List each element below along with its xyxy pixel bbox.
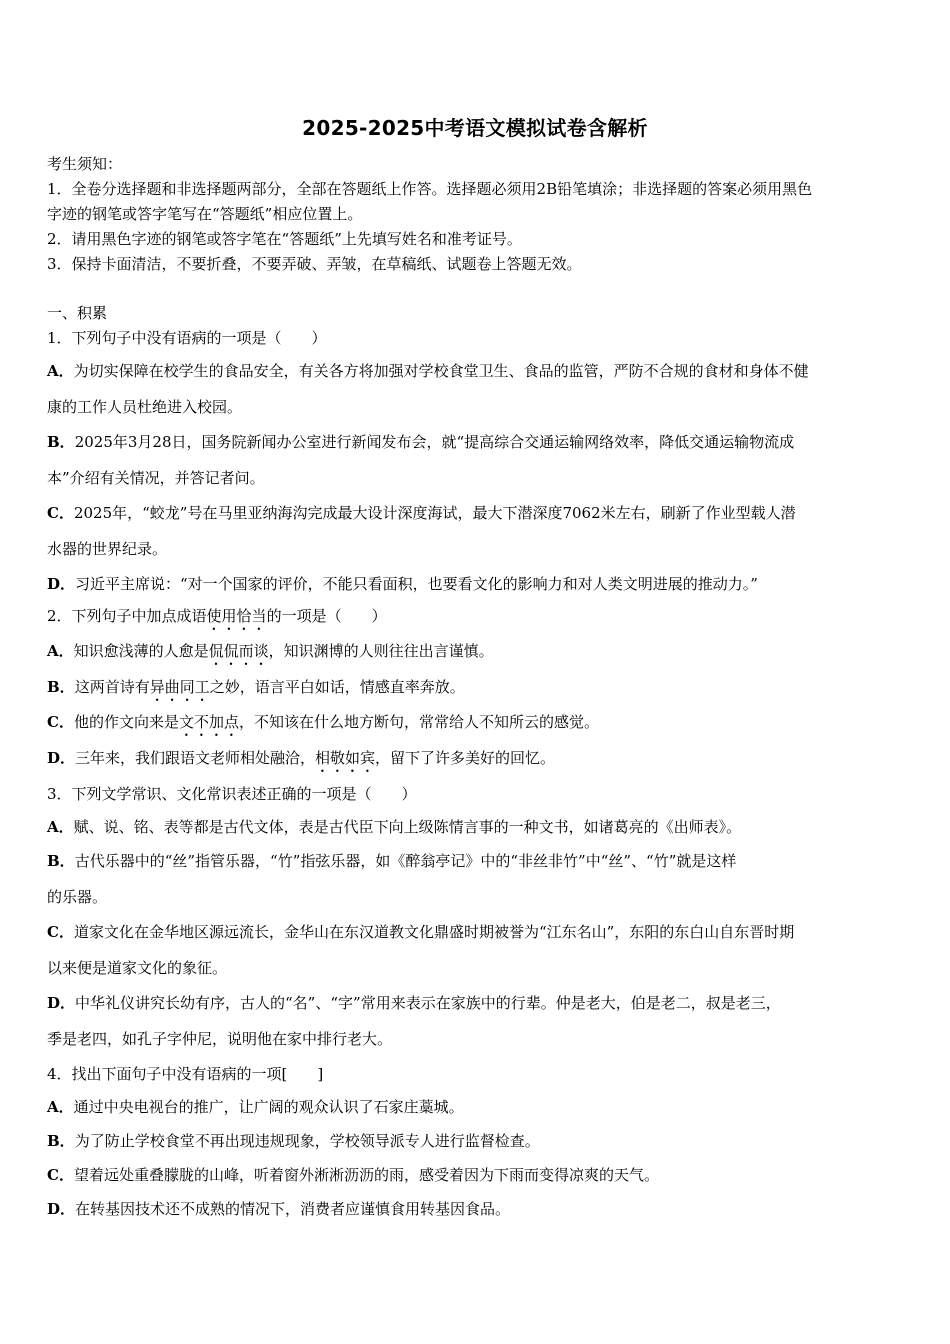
q1-option-a-cont: 康的工作人员杜绝进入校园。 — [47, 398, 243, 416]
option-label: A． — [47, 1098, 74, 1116]
notice-item-1: 1．全卷分选择题和非选择题两部分，全部在答题纸上作答。选择题必须用2B铅笔填涂；非选择题的答案必须用黑色 — [47, 180, 813, 198]
option-text: ，不知该在什么地方断句，常常给人不知所云的感觉。 — [238, 713, 599, 731]
page-title: 2025-2025中考语文模拟试卷含解析 — [302, 116, 648, 140]
option-text: 为切实保障在校学生的食品安全，有关各方将加强对学校食堂卫生、食品的监管，严防不合规的食材和身体不健 — [73, 362, 809, 380]
option-text: 古代乐器中的“丝”指管乐器，“竹”指弦乐器，如《醉翁亭记》中的“非丝非竹”中“丝”、“竹”就是这样 — [74, 852, 737, 870]
dotted-idiom: 侃侃而谈 — [208, 642, 269, 660]
q2-stem — [47, 606, 907, 634]
q1-option-a — [47, 361, 907, 381]
q2-stem-pre: 2．下列句子中加点成语 — [47, 607, 207, 625]
option-label: A． — [47, 818, 74, 836]
option-text: 他的作文向来是 — [73, 713, 179, 731]
option-label: B． — [47, 433, 75, 451]
q4-option-b — [47, 1131, 907, 1151]
option-text: 望着远处重叠朦胧的山峰，听着窗外淅淅沥沥的雨，感受着因为下雨而变得凉爽的天气。 — [73, 1166, 659, 1184]
q4-option-a — [47, 1097, 907, 1117]
dotted-idiom: 相敬如宾 — [315, 749, 376, 767]
q1-option-c — [47, 503, 907, 523]
option-label: D． — [47, 575, 76, 593]
q2-stem-emphasis: 使用恰当 — [206, 607, 267, 625]
option-text: 三年来，我们跟语文老师相处融洽， — [75, 749, 316, 767]
q1-option-c-cont: 水器的世界纪录。 — [47, 540, 168, 558]
q3-option-b-cont: 的乐器。 — [47, 888, 108, 906]
q2-stem-post: 的一项是（ ） — [266, 607, 387, 625]
notice-item-1-cont: 字迹的钢笔或答字笔写在“答题纸”相应位置上。 — [47, 205, 363, 223]
notice-item-3: 3．保持卡面清洁，不要折叠，不要弄破、弄皱，在草稿纸、试题卷上答题无效。 — [47, 255, 582, 273]
option-label: C． — [47, 713, 74, 731]
option-text: 赋、说、铭、表等都是古代文体，表是古代臣下向上级陈情言事的一种文书，如诸葛亮的《出师表》。 — [73, 818, 742, 836]
option-text: 这两首诗有 — [74, 678, 150, 696]
option-text: 知识愈浅薄的人愈是 — [73, 642, 209, 660]
option-text: 2025年，“蛟龙”号在马里亚纳海沟完成最大设计深度海试，最大下潜深度7062米左右，刷新了作业型载人潜 — [73, 504, 796, 522]
notice-heading: 考生须知： — [47, 155, 123, 173]
q2-option-d — [47, 748, 907, 776]
option-label: D． — [47, 1200, 76, 1218]
q3-option-b — [47, 851, 907, 871]
notice-item-2: 2．请用黑色字迹的钢笔或答字笔在“答题纸”上先填写姓名和准考证号。 — [47, 230, 522, 248]
option-text: ，知识渊博的人则往往出言谨慎。 — [268, 642, 494, 660]
q4-option-c — [47, 1165, 907, 1185]
q3-option-c — [47, 922, 907, 942]
option-label: B． — [47, 678, 75, 696]
q2-option-a — [47, 641, 907, 669]
q3-option-d — [47, 993, 907, 1013]
option-text: 为了防止学校食堂不再出现违规现象，学校领导派专人进行监督检查。 — [74, 1132, 540, 1150]
q4-stem: 4．找出下面句子中没有语病的一项[ ] — [47, 1065, 324, 1083]
option-label: B． — [47, 852, 75, 870]
q4-option-d — [47, 1199, 907, 1219]
q3-option-d-cont: 季是老四，如孔子字仲尼，说明他在家中排行老大。 — [47, 1030, 393, 1048]
option-text: 通过中央电视台的推广，让广阔的观众认识了石家庄藁城。 — [73, 1098, 464, 1116]
q1-stem: 1．下列句子中没有语病的一项是（ ） — [47, 329, 327, 347]
option-text: 道家文化在金华地区源远流长，金华山在东汉道教文化鼎盛时期被誉为“江东名山”，东阳的东白山自东晋时期 — [73, 923, 795, 941]
dotted-idiom: 异曲同工 — [149, 678, 210, 696]
q3-stem: 3．下列文学常识、文化常识表述正确的一项是（ ） — [47, 785, 417, 803]
q2-option-b — [47, 677, 907, 705]
section-heading: 一、积累 — [47, 304, 108, 322]
q1-option-b — [47, 432, 907, 452]
option-text: 中华礼仪讲究长幼有序，古人的“名”、“字”常用来表示在家族中的行辈。仲是老大，伯是老二，叔是老三， — [75, 994, 781, 1012]
option-label: D． — [47, 994, 76, 1012]
q3-option-c-cont: 以来便是道家文化的象征。 — [47, 959, 228, 977]
q1-option-b-cont: 本”介绍有关情况，并答记者问。 — [47, 469, 265, 487]
option-label: A． — [47, 362, 74, 380]
option-label: B． — [47, 1132, 75, 1150]
option-label: C． — [47, 504, 74, 522]
option-text: 之妙，语言平白如话，情感直率奔放。 — [209, 678, 465, 696]
option-text: 习近平主席说：“对一个国家的评价，不能只看面积，也要看文化的影响力和对人类文明进展的推动力。” — [75, 575, 758, 593]
option-text: 在转基因技术还不成熟的情况下，消费者应谨慎食用转基因食品。 — [75, 1200, 511, 1218]
option-label: A． — [47, 642, 74, 660]
option-label: D． — [47, 749, 76, 767]
q1-option-d — [47, 574, 907, 594]
option-text: 2025年3月28日，国务院新闻办公室进行新闻发布会，就“提高综合交通运输网络效率，降低交通运输物流成 — [74, 433, 795, 451]
option-label: C． — [47, 923, 74, 941]
q3-option-a — [47, 817, 907, 837]
q2-option-c — [47, 712, 907, 740]
dotted-idiom: 文不加点 — [178, 713, 239, 731]
option-text: ，留下了许多美好的回忆。 — [375, 749, 556, 767]
option-label: C． — [47, 1166, 74, 1184]
